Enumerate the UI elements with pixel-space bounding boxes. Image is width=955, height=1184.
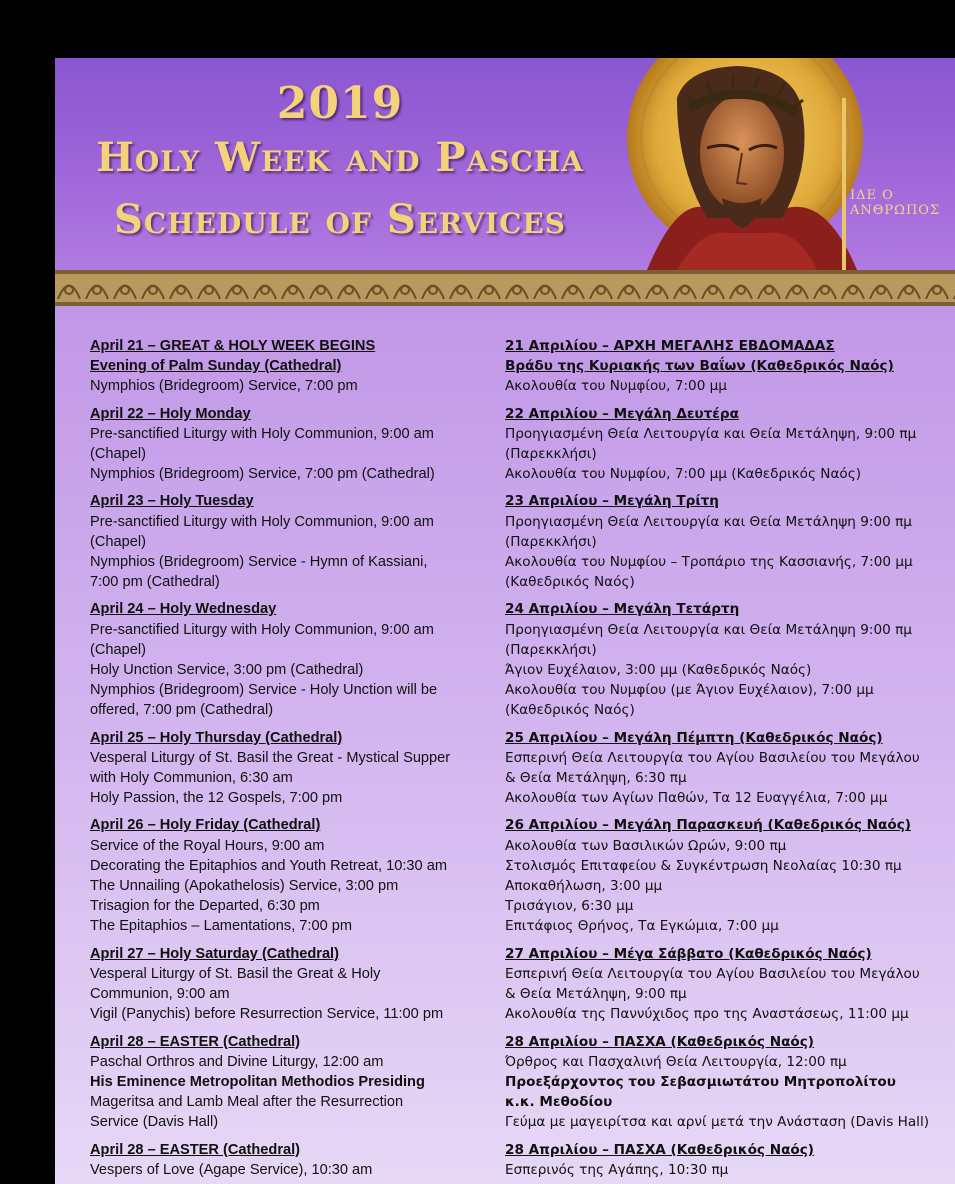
- entry-heading: April 24 – Holy Wednesday: [90, 601, 277, 618]
- schedule-entry: [90, 599, 470, 720]
- service-line: (Παρεκκλήσι): [505, 446, 597, 463]
- schedule-entry: [90, 336, 470, 397]
- schedule-entry: [90, 491, 470, 592]
- entry-heading: Βράδυ της Κυριακής των Βαΐων (Καθεδρικός Ναός): [505, 358, 894, 375]
- service-line: (Παρεκκλήσι): [505, 641, 597, 658]
- icon-inscription: ΙΔΕ Ο ΑΝΘΡΩΠΟΣ: [850, 188, 941, 218]
- service-line: Pre-sanctified Liturgy with Holy Communion, 9:00 am: [90, 425, 434, 442]
- entry-heading: 27 Απριλίου – Μέγα Σάββατο (Καθεδρικός Ναός): [505, 945, 872, 962]
- service-line: with Holy Communion, 6:30 am: [90, 770, 293, 787]
- service-line: (Παρεκκλήσι): [505, 533, 597, 550]
- service-line: Service of the Royal Hours, 9:00 am: [90, 837, 325, 854]
- entry-heading: April 28 – EASTER (Cathedral): [90, 1033, 301, 1050]
- schedule-entry: [505, 336, 950, 397]
- title-banner: [55, 58, 955, 270]
- service-line: κ.κ. Μεθοδίου: [505, 1094, 613, 1111]
- service-line: Ακολουθία των Βασιλικών Ωρών, 9:00 πμ: [505, 837, 787, 854]
- greek-schedule-column: [505, 336, 950, 1184]
- service-line: Nymphios (Bridegroom) Service - Holy Unction will be: [90, 682, 438, 699]
- schedule-entry: [505, 1140, 950, 1180]
- service-line: Προηγιασμένη Θεία Λειτουργία και Θεία Μετάληψη 9:00 πμ: [505, 513, 912, 530]
- entry-heading: April 27 – Holy Saturday (Cathedral): [90, 945, 339, 962]
- schedule-entry: [90, 1032, 470, 1133]
- schedule-entry: [505, 491, 950, 592]
- service-line: Γεύμα με μαγειρίτσα και αρνί μετά την Ανάσταση (Davis Hall): [505, 1114, 930, 1131]
- service-line: Holy Passion, the 12 Gospels, 7:00 pm: [90, 790, 343, 807]
- service-line: 7:00 pm (Cathedral): [90, 574, 220, 591]
- service-line: Vesperal Liturgy of St. Basil the Great - Mystical Supper: [90, 749, 451, 766]
- service-line: Εσπερινή Θεία Λειτουργία του Αγίου Βασιλείου του Μεγάλου: [505, 965, 920, 982]
- service-line: Ακολουθία του Νυμφίου – Τροπάριο της Κασσιανής, 7:00 μμ: [505, 554, 913, 571]
- service-line: Τρισάγιον, 6:30 μμ: [505, 898, 634, 915]
- service-line: (Καθεδρικός Ναός): [505, 702, 635, 719]
- christ-icon-image: [607, 58, 907, 270]
- service-line: Service (Davis Hall): [90, 1114, 219, 1131]
- schedule-entry: [90, 1140, 470, 1180]
- schedule-entry: [90, 404, 470, 485]
- service-line: Vigil (Panychis) before Resurrection Service, 11:00 pm: [90, 1006, 444, 1023]
- entry-heading: 24 Απριλίου – Μεγάλη Τετάρτη: [505, 601, 740, 618]
- schedule-entry: [90, 944, 470, 1025]
- service-line: (Καθεδρικός Ναός): [505, 574, 635, 591]
- schedule-entry: [505, 599, 950, 720]
- schedule-entry: [505, 404, 950, 485]
- service-line: Στολισμός Επιταφείου & Συγκέντρωση Νεολαίας 10:30 πμ: [505, 857, 902, 874]
- service-line: & Θεία Μετάληψη, 9:00 πμ: [505, 986, 687, 1003]
- service-line: (Chapel): [90, 533, 146, 550]
- service-line: Holy Unction Service, 3:00 pm (Cathedral): [90, 662, 364, 679]
- service-line: His Eminence Metropolitan Methodios Presiding: [90, 1073, 425, 1090]
- service-line: Εσπερινή Θεία Λειτουργία του Αγίου Βασιλείου του Μεγάλου: [505, 749, 920, 766]
- service-line: Ακολουθία του Νυμφίου, 7:00 μμ: [505, 378, 727, 395]
- entry-heading: April 21 – GREAT & HOLY WEEK BEGINS: [90, 338, 376, 354]
- service-line: Προηγιασμένη Θεία Λειτουργία και Θεία Μετάληψη 9:00 πμ: [505, 621, 912, 638]
- entry-heading: April 22 – Holy Monday: [90, 405, 251, 422]
- entry-heading: April 26 – Holy Friday (Cathedral): [90, 817, 321, 834]
- service-line: Επιτάφιος Θρήνος, Τα Εγκώμια, 7:00 μμ: [505, 918, 779, 935]
- service-line: Pre-sanctified Liturgy with Holy Communion, 9:00 am: [90, 513, 434, 530]
- schedule-entry: [505, 815, 950, 936]
- entry-heading: 26 Απριλίου – Μεγάλη Παρασκευή (Καθεδρικός Ναός): [505, 817, 911, 834]
- service-line: Αποκαθήλωση, 3:00 μμ: [505, 878, 663, 895]
- decorative-border: [55, 270, 955, 306]
- entry-heading: 22 Απριλίου – Μεγάλη Δευτέρα: [505, 405, 739, 422]
- entry-heading: April 23 – Holy Tuesday: [90, 493, 254, 510]
- service-line: Ακολουθία του Νυμφίου, 7:00 μμ (Καθεδρικός Ναός): [505, 466, 862, 483]
- service-line: offered, 7:00 pm (Cathedral): [90, 702, 274, 719]
- entry-heading: 23 Απριλίου – Μεγάλη Τρίτη: [505, 493, 719, 510]
- english-schedule-column: [90, 336, 470, 1184]
- service-line: Pre-sanctified Liturgy with Holy Communion, 9:00 am: [90, 621, 434, 638]
- title-schedule: Schedule of Services: [114, 196, 566, 243]
- service-line: Vespers of Love (Agape Service), 10:30 am: [90, 1161, 373, 1178]
- entry-heading: 21 Απριλίου – ΑΡΧΗ ΜΕΓΑΛΗΣ ΕΒΔΟΜΑΔΑΣ: [505, 338, 835, 354]
- service-line: Εσπερινός της Αγάπης, 10:30 πμ: [505, 1161, 729, 1178]
- service-line: Communion, 9:00 am: [90, 986, 230, 1003]
- title-holy-week: Holy Week and Pascha: [96, 134, 584, 181]
- service-line: Όρθρος και Πασχαλινή Θεία Λειτουργία, 12:00 πμ: [505, 1053, 847, 1070]
- service-line: (Chapel): [90, 641, 146, 658]
- service-line: Nymphios (Bridegroom) Service - Hymn of Kassiani,: [90, 554, 428, 571]
- title-year: 2019: [276, 78, 404, 129]
- service-line: Ακολουθία του Νυμφίου (με Άγιον Ευχέλαιον), 7:00 μμ: [505, 682, 874, 699]
- service-line: Nymphios (Bridegroom) Service, 7:00 pm: [90, 378, 358, 395]
- service-line: & Θεία Μετάληψη, 6:30 πμ: [505, 770, 687, 787]
- schedule-entry: [505, 944, 950, 1025]
- schedule-entry: [505, 728, 950, 809]
- entry-heading: 28 Απριλίου – ΠΑΣΧΑ (Καθεδρικός Ναός): [505, 1033, 815, 1050]
- schedule-entry: [90, 728, 470, 809]
- service-line: The Unnailing (Apokathelosis) Service, 3:00 pm: [90, 878, 399, 895]
- service-line: Προηγιασμένη Θεία Λειτουργία και Θεία Μετάληψη, 9:00 πμ: [505, 425, 917, 442]
- entry-heading: 28 Απριλίου – ΠΑΣΧΑ (Καθεδρικός Ναός): [505, 1141, 815, 1158]
- entry-heading: 25 Απριλίου – Μεγάλη Πέμπτη (Καθεδρικός Ναός): [505, 729, 883, 746]
- entry-heading: April 28 – EASTER (Cathedral): [90, 1141, 301, 1158]
- service-line: Decorating the Epitaphios and Youth Retreat, 10:30 am: [90, 857, 447, 874]
- entry-heading: Evening of Palm Sunday (Cathedral): [90, 358, 342, 375]
- service-line: Ακολουθία των Αγίων Παθών, Τα 12 Ευαγγέλια, 7:00 μμ: [505, 790, 888, 807]
- service-line: Ακολουθία της Παννύχιδος προ της Αναστάσεως, 11:00 μμ: [505, 1006, 909, 1023]
- service-line: Vesperal Liturgy of St. Basil the Great & Holy: [90, 965, 381, 982]
- service-line: Nymphios (Bridegroom) Service, 7:00 pm (Cathedral): [90, 466, 435, 483]
- schedule-entry: [90, 815, 470, 936]
- service-line: The Epitaphios – Lamentations, 7:00 pm: [90, 918, 353, 935]
- service-line: Άγιον Ευχέλαιον, 3:00 μμ (Καθεδρικός Ναός): [505, 662, 812, 679]
- service-line: Trisagion for the Departed, 6:30 pm: [90, 898, 320, 915]
- schedule-entry: [505, 1032, 950, 1133]
- schedule-poster: [55, 58, 955, 1184]
- service-line: Mageritsa and Lamb Meal after the Resurrection: [90, 1094, 404, 1111]
- service-line: Προεξάρχοντος του Σεβασμιωτάτου Μητροπολίτου: [505, 1073, 896, 1090]
- service-line: (Chapel): [90, 446, 146, 463]
- entry-heading: April 25 – Holy Thursday (Cathedral): [90, 729, 343, 746]
- service-line: Paschal Orthros and Divine Liturgy, 12:00 am: [90, 1053, 384, 1070]
